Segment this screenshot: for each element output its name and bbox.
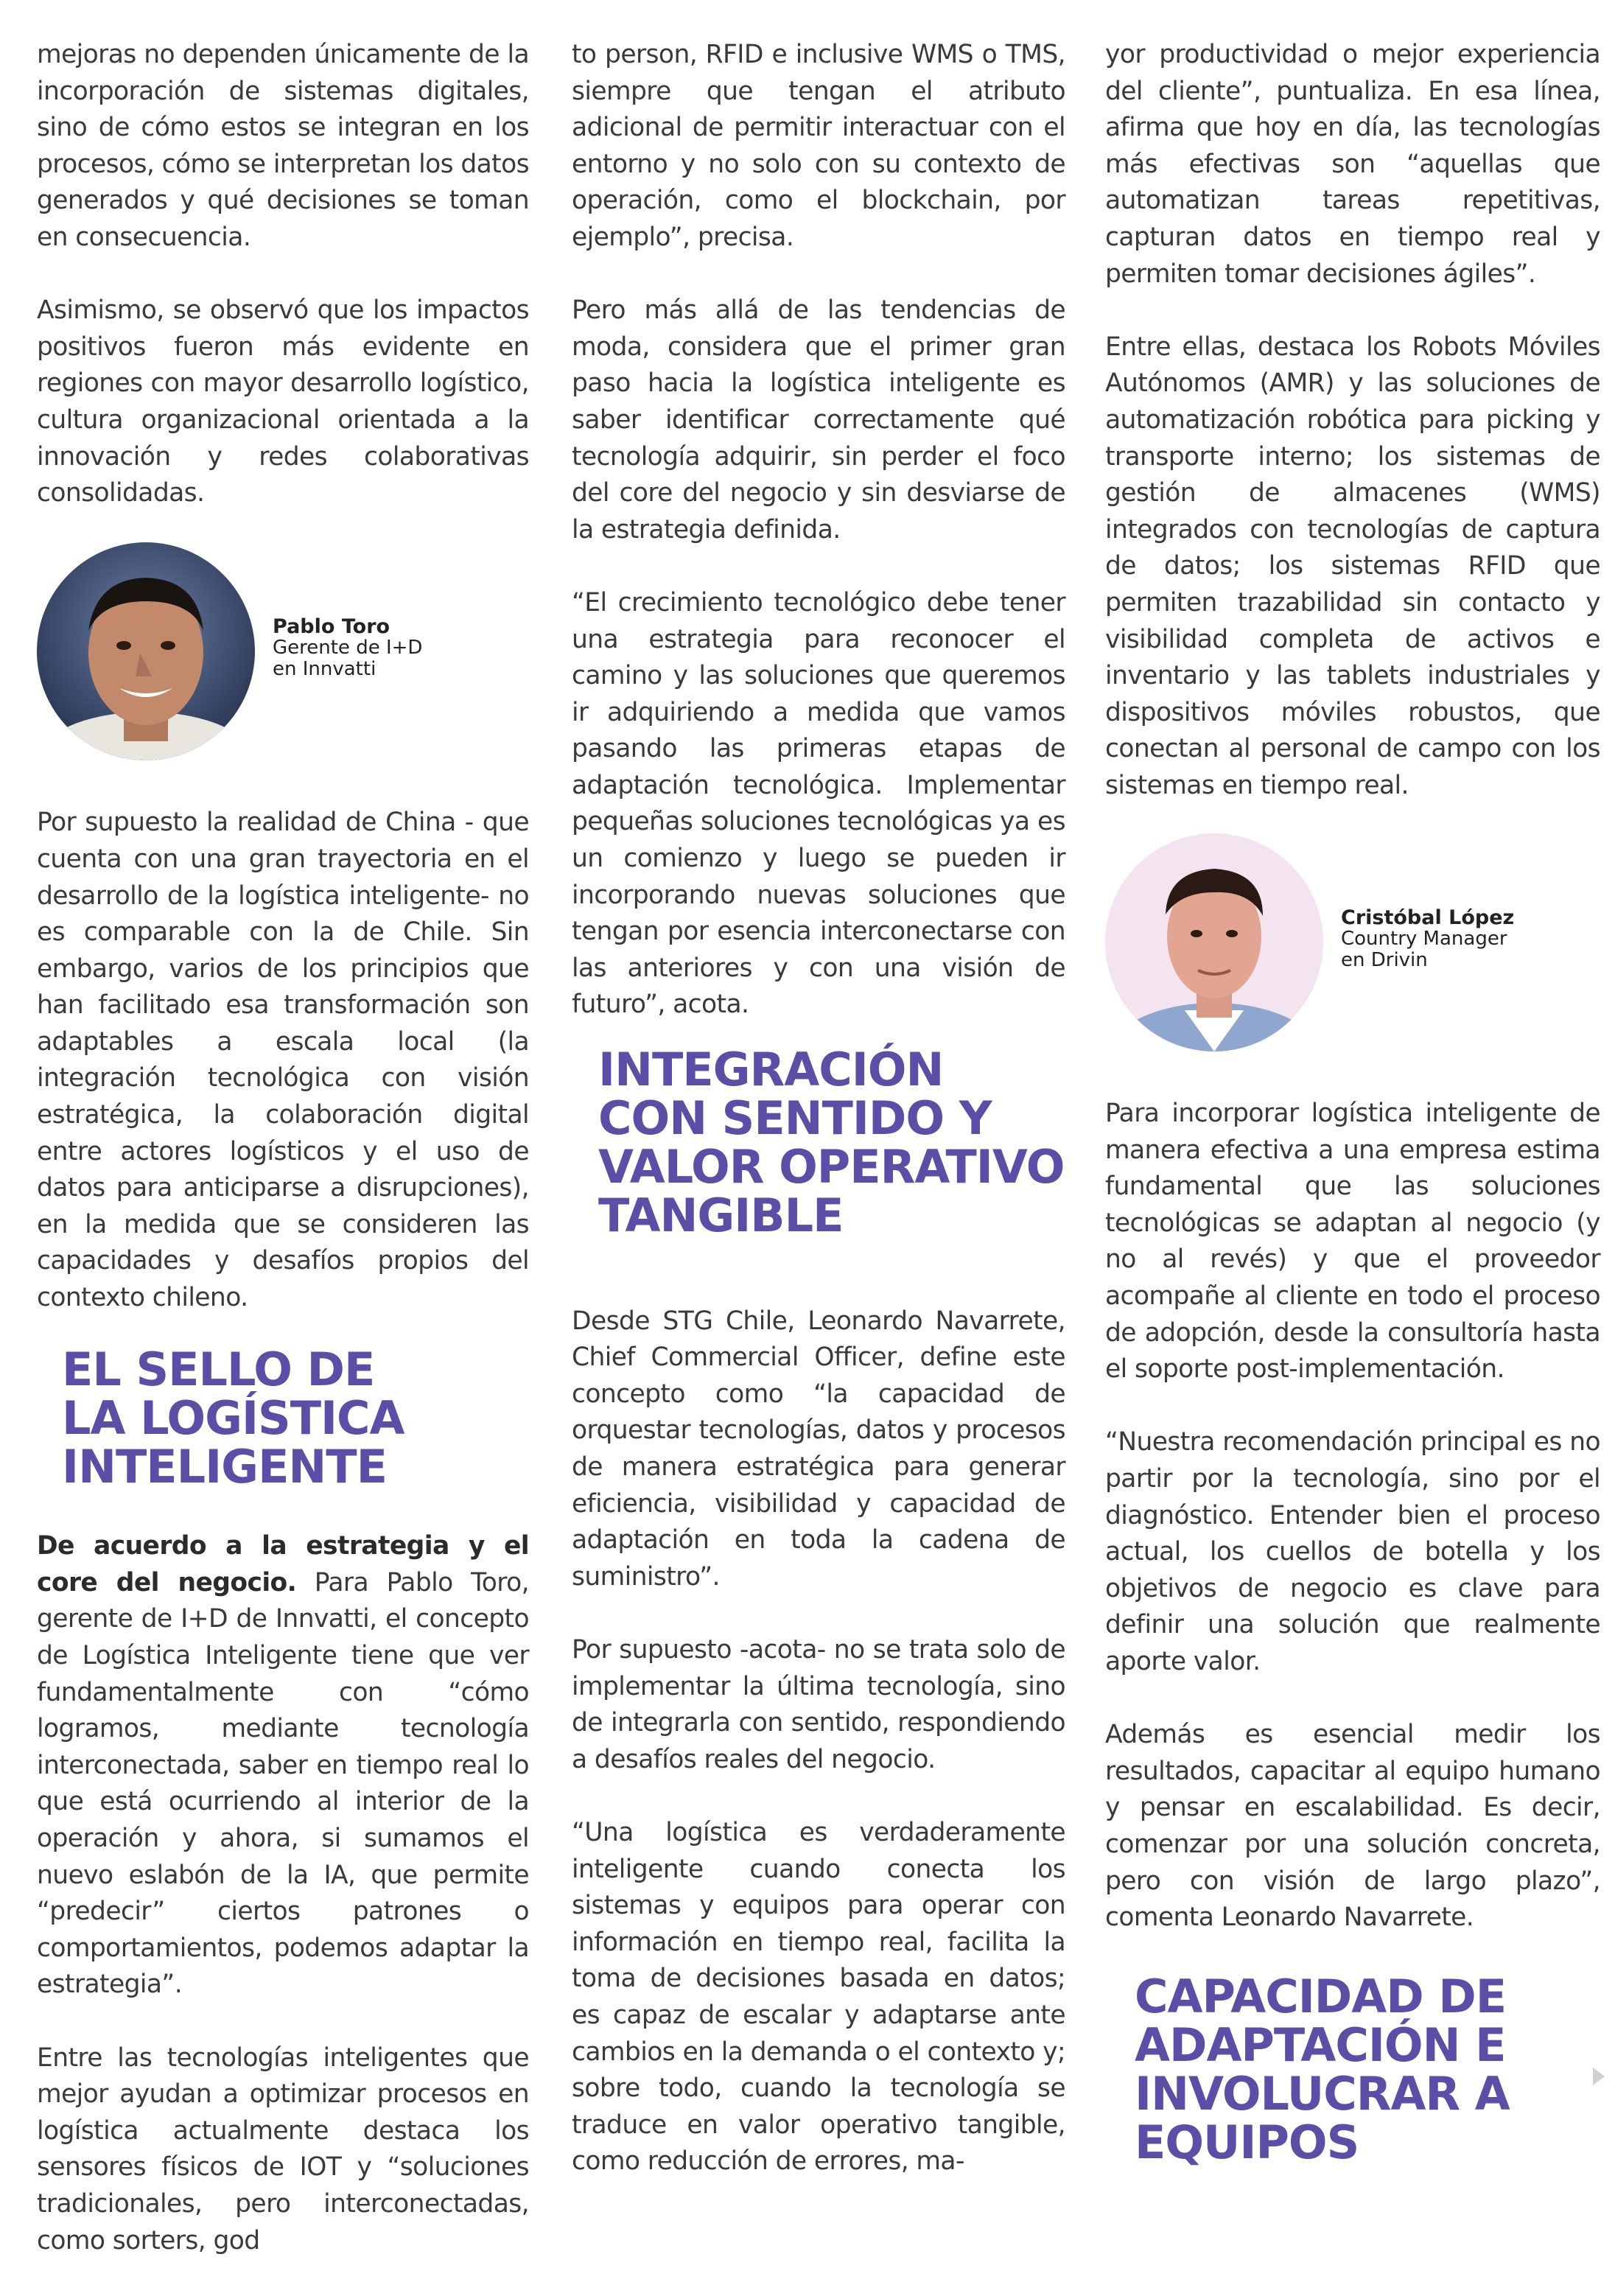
portrait-photo-pablo-toro <box>37 542 255 760</box>
heading-line: ADAPTACIÓN E <box>1135 2018 1506 2073</box>
profile-cristobal-lopez <box>1105 833 1600 1054</box>
person-role: Country Manager <box>1341 928 1507 951</box>
heading-line: VALOR OPERATIVO <box>598 1139 1065 1194</box>
caption-pablo-toro <box>273 616 422 680</box>
paragraph: to person, RFID e inclusive WMS o TMS, siempre que tengan el atributo adicional de permitir interactuar con el entorno y no solo con su contexto de operación, como el blockchain, por ejemplo”, precisa. <box>572 40 1065 252</box>
paragraph: “Una logística es verdaderamente inteligente cuando conecta los sistemas y equipos para operar con información en tiempo real, facilita la toma de decisiones basada en datos; es capaz de escalar y adaptarse ante cambios en la demanda o el contexto y; sobre todo, cuando la tecnología se traduce en valor operativo tangible, como reducción de errores, ma- <box>572 1817 1065 2177</box>
paragraph: yor productividad o mejor experiencia del cliente”, puntualiza. En esa línea, afirma que hoy en día, las tecnologías más efectivas son “aquellas que automatizan tareas repetitivas, capturan datos en tiempo real y permiten tomar decisiones ágiles”. <box>1105 40 1600 289</box>
heading-line: CAPACIDAD DE <box>1135 1970 1507 2024</box>
person-name: Cristóbal López <box>1341 906 1515 930</box>
heading-line: EL SELLO DE <box>62 1343 375 1397</box>
section-heading-capacidad <box>1135 1970 1600 2170</box>
heading-line: EQUIPOS <box>1135 2115 1359 2170</box>
paragraph: Por supuesto -acota- no se trata solo de implementar la última tecnología, sino de integrarla con sentido, respondiendo a desafíos reales del negocio. <box>572 1634 1065 1774</box>
lead-in: De acuerdo a la estrategia y el core del negocio. <box>37 1531 529 1597</box>
section-heading-integracion <box>598 1042 1065 1242</box>
paragraph: Para incorporar logística inteligente de manera efectiva a una empresa estima fundamental que las soluciones tecnológicas se adaptan al negocio (y no al revés) y que el proveedor acompañe al cliente en todo el proceso de adopción, desde la consultoría hasta el soporte post-implementación. <box>1105 1099 1600 1385</box>
paragraph: “El crecimiento tecnológico debe tener una estrategia para reconocer el camino y las soluciones que queremos ir adquiriendo a medida que vamos pasando las primeras etapas de adaptación tecnológica. Implementar pequeñas soluciones tecnológicas ya es un comienzo y luego se pueden ir incorporando nuevas soluciones que tengan por esencia interconectarse con las anteriores y con una visión de futuro”, acota. <box>572 587 1065 1020</box>
paragraph: “Nuestra recomendación principal es no partir por la tecnología, sino por el diagnóstico. Entender bien el proceso actual, los cuellos de botella y los objetivos de negocio es clave para definir una solución que realmente aporte valor. <box>1105 1427 1600 1676</box>
heading-line: INTELIGENTE <box>62 1440 387 1494</box>
person-role: Gerente de I+D <box>273 637 423 659</box>
profile-pablo-toro <box>37 542 529 763</box>
column-3 <box>1105 37 1600 2170</box>
person-company: en Drivin <box>1341 949 1428 972</box>
paragraph: Asimismo, se observó que los impactos positivos fueron más evidente en regiones con mayor desarrollo logístico, cultura organizacional orientada a la innovación y redes colaborativas consolidadas. <box>37 295 529 508</box>
paragraph: Además es esencial medir los resultados, capacitar al equipo humano y pensar en escalabilidad. Es decir, comenzar por una solución concreta, pero con visión de largo plazo”, comenta Leonardo Navarrete. <box>1105 1720 1600 1933</box>
paragraph: mejoras no dependen únicamente de la incorporación de sistemas digitales, sino de cómo estos se integran en los procesos, cómo se interpretan los datos generados y qué decisiones se toman en consecuencia. <box>37 40 529 252</box>
paragraph: Entre las tecnologías inteligentes que mejor ayudan a optimizar procesos en logística actualmente destaca los sensores físicos de IOT y “soluciones tradicionales, pero interconectadas, como sorters, god <box>37 2043 529 2255</box>
portrait-photo-cristobal-lopez <box>1105 833 1323 1051</box>
heading-line: TANGIBLE <box>598 1188 844 1242</box>
paragraph <box>37 1528 529 2003</box>
column-1 <box>37 37 529 2296</box>
paragraph-body: Para Pablo Toro, gerente de I+D de Innvatti, el concepto de Logística Inteligente tiene que ver fundamentalmente con “cómo logramos, mediante tecnología interconectada, saber en tiempo real lo que está ocurriendo al interior de la operación y ahora, si sumamos el nuevo eslabón de la IA, que permite “predecir” ciertos patrones o comportamientos, podemos adaptar la estrategia”. <box>37 1567 529 2000</box>
heading-line: LA LOGÍSTICA <box>62 1391 404 1446</box>
person-name: Pablo Toro <box>273 615 390 639</box>
heading-line: INVOLUCRAR A <box>1135 2067 1510 2121</box>
paragraph: Pero más allá de las tendencias de moda, considera que el primer gran paso hacia la logística inteligente es saber identificar correctamente qué tecnología adquirir, sin perder el foco del core del negocio y sin desviarse de la estrategia definida. <box>572 295 1065 545</box>
paragraph: Desde STG Chile, Leonardo Navarrete, Chief Commercial Officer, define este concepto como “la capacidad de orquestar tecnologías, datos y procesos de manera estratégica para generar eficiencia, visibilidad y capacidad de adaptación en toda la cadena de suministro”. <box>572 1306 1065 1592</box>
column-2 <box>572 37 1065 2216</box>
caption-cristobal-lopez <box>1341 907 1514 971</box>
section-heading-sello <box>62 1343 529 1494</box>
heading-line: CON SENTIDO Y <box>598 1091 992 1145</box>
heading-line: INTEGRACIÓN <box>598 1042 944 1096</box>
paragraph: Por supuesto la realidad de China - que cuenta con una gran trayectoria en el desarrollo de la logística inteligente- no es comparable con la de Chile. Sin embargo, varios de los principios que han facilitado esa transformación son adaptables a escala local (la integración tecnológica con visión estratégica, la colaboración digital entre actores logísticos y el uso de datos para anticiparse a disrupciones), en la medida que se consideren las capacidades y desafíos propios del contexto chileno. <box>37 808 529 1313</box>
person-company: en Innvatti <box>273 658 376 681</box>
next-page-arrow-icon[interactable] <box>1593 2068 1605 2085</box>
paragraph: Entre ellas, destaca los Robots Móviles Autónomos (AMR) y las soluciones de automatización robótica para picking y transporte interno; los sistemas de gestión de almacenes (WMS) integrados con tecnologías de captura de datos; los sistemas RFID que permiten trazabilidad sin contacto y visibilidad completa de activos e inventario y las tablets industriales y dispositivos móviles robustos, que conectan al personal de campo con los sistemas en tiempo real. <box>1105 332 1600 800</box>
